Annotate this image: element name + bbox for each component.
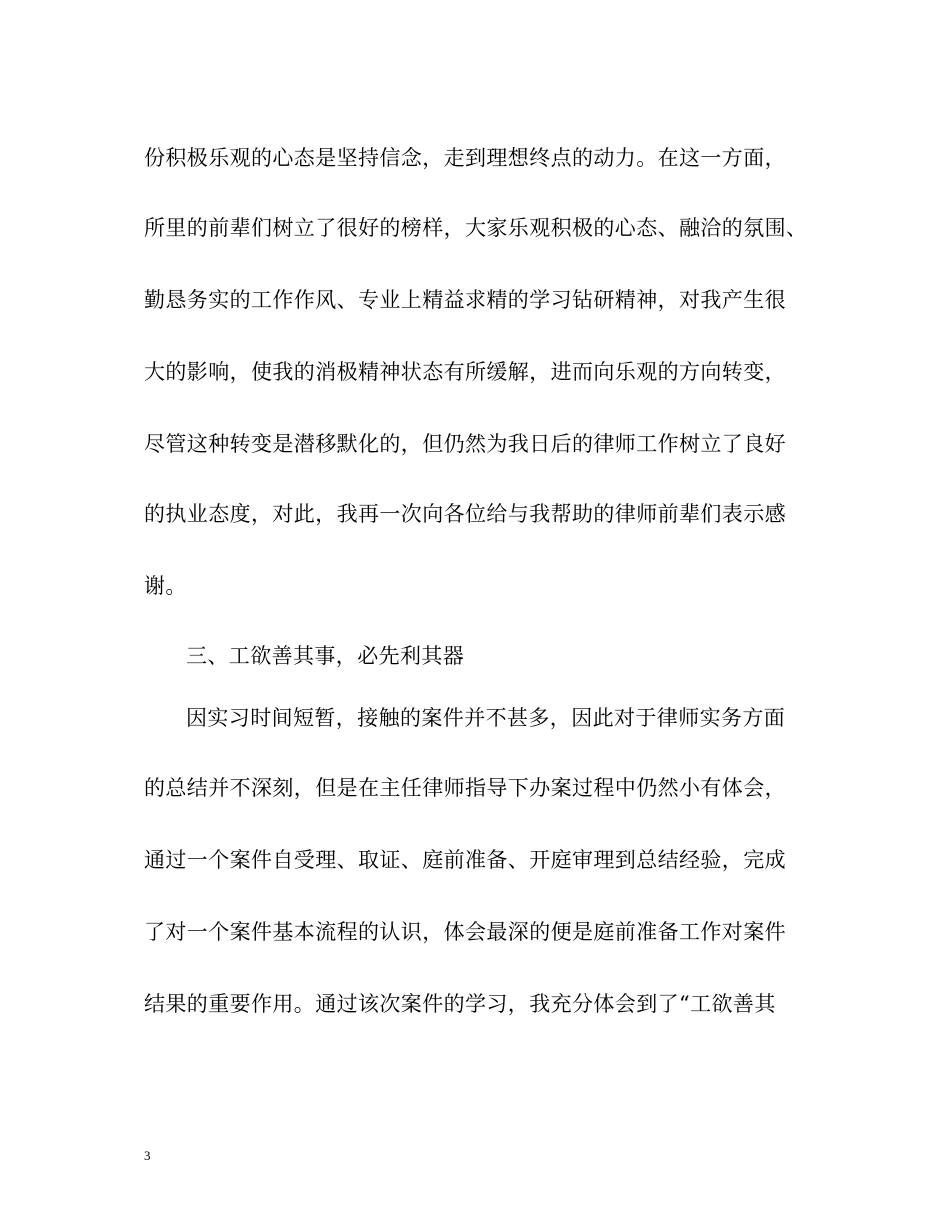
body-text-line: 勤恳务实的工作作风、专业上精益求精的学习钻研精神，对我产生很 <box>144 288 786 312</box>
body-text-line: 大的影响，使我的消极精神状态有所缓解，进而向乐观的方向转变， <box>144 360 786 384</box>
body-text-line: 结果的重要作用。通过该次案件的学习，我充分体会到了“工欲善其 <box>144 992 776 1016</box>
body-text-line: 的执业态度，对此，我再一次向各位给与我帮助的律师前辈们表示感 <box>144 502 786 526</box>
page-number: 3 <box>144 1148 151 1163</box>
body-text-line: 了对一个案件基本流程的认识，体会最深的便是庭前准备工作对案件 <box>144 920 786 944</box>
body-text-line: 通过一个案件自受理、取证、庭前准备、开庭审理到总结经验，完成 <box>144 848 786 872</box>
body-text-line: 因实习时间短暂，接触的案件并不甚多，因此对于律师实务方面 <box>186 706 786 730</box>
body-text-line: 份积极乐观的心态是坚持信念，走到理想终点的动力。在这一方面， <box>144 146 786 170</box>
body-text-line: 所里的前辈们树立了很好的榜样，大家乐观积极的心态、融洽的氛围、 <box>144 216 808 240</box>
body-text-line: 的总结并不深刻，但是在主任律师指导下办案过程中仍然小有体会， <box>144 776 786 800</box>
body-text-line: 谢。 <box>144 574 187 598</box>
section-heading: 三、工欲善其事，必先利其器 <box>186 644 465 668</box>
body-text-line: 尽管这种转变是潜移默化的，但仍然为我日后的律师工作树立了良好 <box>144 432 786 456</box>
